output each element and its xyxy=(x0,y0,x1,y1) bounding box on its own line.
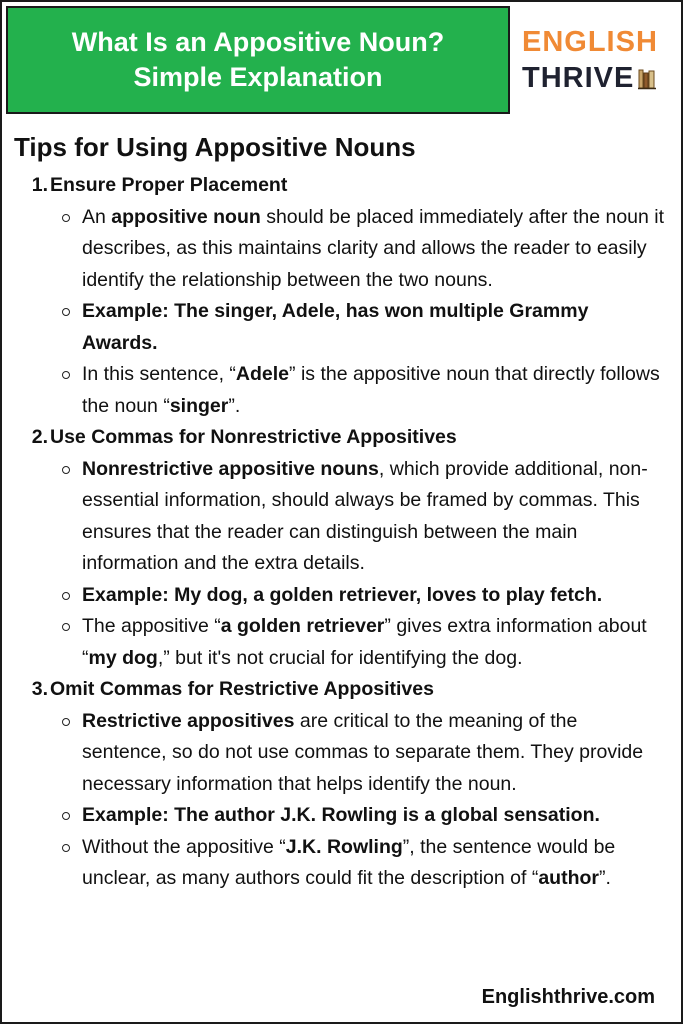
bold-text: Nonrestrictive appositive nouns xyxy=(82,457,379,480)
title-banner xyxy=(6,6,510,114)
bold-text: Restrictive appositives xyxy=(82,709,295,732)
book-icon xyxy=(637,68,657,90)
logo-top-word: ENGLISH xyxy=(522,26,658,58)
bullet-list xyxy=(12,706,672,895)
logo-bottom-word: THRIVE xyxy=(522,62,635,94)
text-segment: An xyxy=(82,205,112,228)
text-segment: ”. xyxy=(228,394,241,417)
title-line-1: What Is an Appositive Noun? xyxy=(71,27,445,57)
tip-number: 1. xyxy=(31,174,48,196)
bullet-item xyxy=(12,202,672,297)
bold-text: singer xyxy=(169,394,229,417)
bold-text: a golden retriever xyxy=(220,615,385,637)
bold-text: Example: My dog, a golden retriever, loves to play fetch. xyxy=(82,583,603,606)
bullet-list xyxy=(12,202,672,423)
bold-text: Example: The singer, Adele, has won multiple Grammy Awards. xyxy=(82,300,589,354)
tip-item xyxy=(12,674,672,895)
tip-number: 3. xyxy=(31,678,48,700)
bullet-item xyxy=(12,706,672,801)
tip-heading: Ensure Proper Placement xyxy=(50,174,288,196)
bullet-list xyxy=(12,454,672,675)
bold-text: Adele xyxy=(235,363,290,385)
bullet-item xyxy=(12,359,672,422)
tip-heading: Omit Commas for Restrictive Appositives xyxy=(50,678,434,700)
example-bullet xyxy=(12,800,672,832)
bullet-item xyxy=(12,832,672,895)
text-segment: The appositive “ xyxy=(82,615,221,637)
footer-website: Englishthrive.com xyxy=(481,986,655,1008)
bold-text: appositive noun xyxy=(111,205,261,228)
tip-item xyxy=(12,170,672,422)
text-segment: ,” but it's not crucial for identifying the dog. xyxy=(157,646,523,669)
text-segment: ” is the appositive noun that directly follows the noun “ xyxy=(82,363,660,417)
text-segment: , which provide additional, non-essential information, should always be framed by commas. This ensures that the reader can distinguish between the main information and the extra details. xyxy=(82,457,648,574)
bold-text: J.K. Rowling xyxy=(285,835,403,858)
example-bullet xyxy=(12,296,672,359)
title-line-2: Simple Explanation xyxy=(133,62,383,92)
tip-number: 2. xyxy=(31,426,48,448)
text-segment: ”. xyxy=(599,867,611,889)
text-segment: ” gives extra information about “ xyxy=(82,615,647,669)
text-segment: are critical to the meaning of the sentence, so do not use commas to separate them. They provide necessary information that helps identify the noun. xyxy=(82,709,644,795)
bullet-item xyxy=(12,611,672,674)
bold-text: my dog xyxy=(88,646,158,669)
text-segment: Without the appositive “ xyxy=(82,835,286,858)
text-segment: In this sentence, “ xyxy=(82,363,236,385)
tip-header xyxy=(12,422,672,454)
tip-heading: Use Commas for Nonrestrictive Appositives xyxy=(50,426,457,448)
logo xyxy=(522,26,672,102)
tips-list xyxy=(12,170,672,895)
tip-header xyxy=(12,170,672,202)
bullet-item xyxy=(12,454,672,580)
example-bullet xyxy=(12,580,672,612)
text-segment: should be placed immediately after the noun it describes, as this maintains clarity and allows the reader to easily identify the relationship between the two nouns. xyxy=(82,205,665,291)
bold-text: author xyxy=(538,867,599,889)
text-segment: ”, the sentence would be unclear, as many authors could fit the description of “ xyxy=(82,835,616,889)
bold-text: Example: The author J.K. Rowling is a global sensation. xyxy=(82,804,600,826)
tip-item xyxy=(12,422,672,674)
tip-header xyxy=(12,674,672,706)
section-title: Tips for Using Appositive Nouns xyxy=(14,132,416,162)
